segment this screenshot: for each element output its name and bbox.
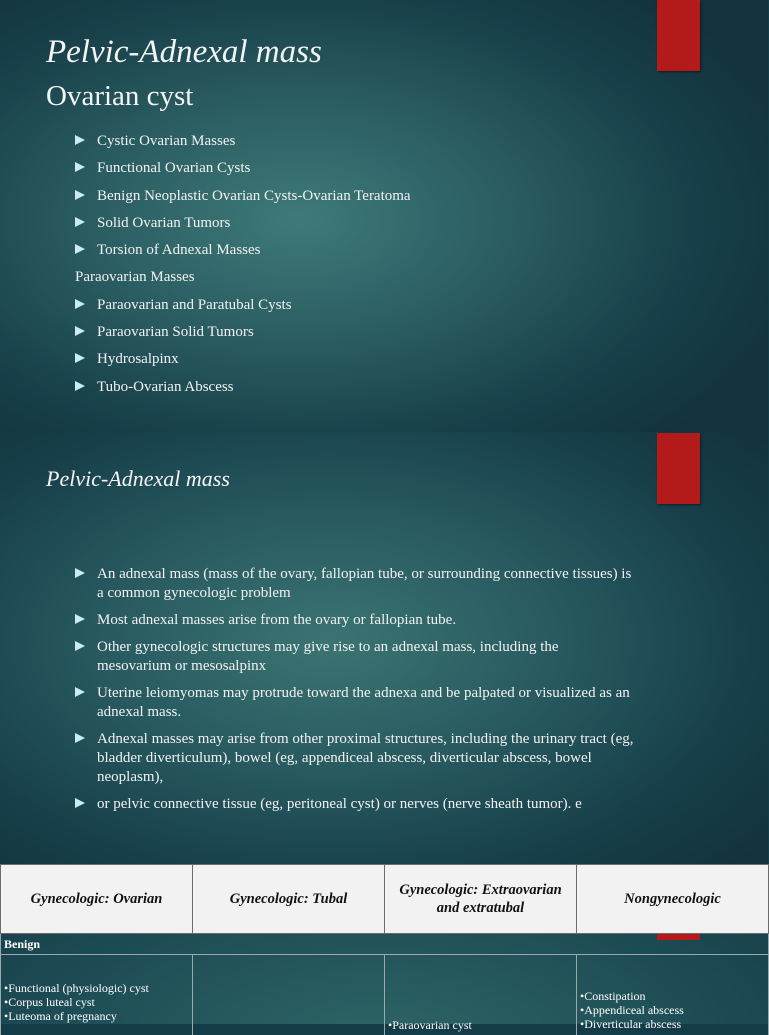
- triangle-bullet-icon: [75, 687, 85, 697]
- header-extraovarian: Gynecologic: Extraovarian and extratubal: [385, 865, 577, 934]
- cell-list: [388, 1018, 472, 1032]
- cell-list: [580, 989, 684, 1031]
- slide-subtitle: Ovarian cyst: [46, 80, 193, 113]
- triangle-bullet-icon: [75, 798, 85, 808]
- list-item-text: Cystic Ovarian Masses: [97, 133, 235, 149]
- triangle-bullet-icon: [75, 217, 85, 227]
- header-ovarian: Gynecologic: Ovarian: [1, 865, 193, 934]
- list-item: [75, 214, 635, 241]
- list-item: [75, 684, 635, 722]
- cell-list-item: •Functional (physiologic) cyst: [4, 981, 149, 995]
- list-item-text: or pelvic connective tissue (eg, peritoneal cyst) or nerves (nerve sheath tumor). e: [97, 796, 582, 812]
- list-item: [75, 795, 635, 814]
- list-item: [75, 350, 635, 377]
- list-item: [75, 159, 635, 186]
- triangle-bullet-icon: [75, 190, 85, 200]
- cell-tubal: [193, 955, 385, 1035]
- slide-adnexal-mass: [0, 432, 768, 864]
- header-tubal: Gynecologic: Tubal: [193, 865, 385, 934]
- cell-list-item: •Constipation: [580, 989, 684, 1003]
- list-item: [75, 378, 635, 405]
- list-item: [75, 565, 635, 603]
- list-item: [75, 611, 635, 630]
- cell-list-item: •Diverticular abscess: [580, 1017, 684, 1031]
- list-item-text: Torsion of Adnexal Masses: [97, 242, 261, 258]
- bullet-list: [75, 132, 635, 405]
- cell-list: [4, 981, 149, 1023]
- triangle-bullet-icon: [75, 568, 85, 578]
- slide-title: Pelvic-Adnexal mass: [46, 34, 322, 71]
- slide-differential-table: [0, 864, 768, 1024]
- red-accent-bar: [657, 934, 700, 940]
- list-item-text: Paraovarian and Paratubal Cysts: [97, 297, 292, 313]
- bullet-list: [75, 565, 635, 822]
- triangle-bullet-icon: [75, 353, 85, 363]
- list-item: [75, 241, 635, 268]
- list-item-text: Most adnexal masses arise from the ovary or fallopian tube.: [97, 612, 456, 628]
- list-item: [75, 730, 635, 787]
- triangle-bullet-icon: [75, 244, 85, 254]
- list-item: [75, 638, 635, 676]
- triangle-bullet-icon: [75, 614, 85, 624]
- triangle-bullet-icon: [75, 641, 85, 651]
- cell-ovarian: [1, 955, 193, 1035]
- red-accent-bar: [657, 0, 700, 71]
- triangle-bullet-icon: [75, 135, 85, 145]
- cell-list-item: •Luteoma of pregnancy: [4, 1009, 149, 1023]
- cell-nongynecologic: [577, 955, 769, 1035]
- list-item: [75, 296, 635, 323]
- list-item-text: Other gynecologic structures may give rise to an adnexal mass, including the mesovarium or mesosalpinx: [97, 639, 559, 674]
- list-group-heading: [75, 268, 635, 295]
- triangle-bullet-icon: [75, 733, 85, 743]
- list-item-text: Uterine leiomyomas may protrude toward the adnexa and be palpated or visualized as an adnexal mass.: [97, 685, 630, 720]
- list-item-text: Functional Ovarian Cysts: [97, 160, 250, 176]
- triangle-bullet-icon: [75, 381, 85, 391]
- table-header-row: [1, 865, 769, 934]
- list-item-text: Hydrosalpinx: [97, 351, 179, 367]
- list-item-text: Paraovarian Solid Tumors: [97, 324, 254, 340]
- list-item-text: An adnexal mass (mass of the ovary, fallopian tube, or surrounding connective tissues) is a common gynecologic problem: [97, 566, 631, 601]
- slide-ovarian-cyst: [0, 0, 768, 432]
- differential-table: [0, 864, 769, 1035]
- triangle-bullet-icon: [75, 162, 85, 172]
- table-section-row: [1, 934, 769, 955]
- table-row: [1, 955, 769, 1035]
- triangle-bullet-icon: [75, 326, 85, 336]
- list-item-text: Paraovarian Masses: [75, 269, 195, 285]
- list-item: [75, 323, 635, 350]
- list-item-text: Adnexal masses may arise from other proximal structures, including the urinary tract (eg, bladder diverticulum), bowel (eg, appendiceal abscess, diverticular abscess, bowel neoplasm),: [97, 731, 634, 785]
- red-accent-bar: [657, 433, 700, 504]
- list-item-text: Benign Neoplastic Ovarian Cysts-Ovarian Teratoma: [97, 188, 411, 204]
- cell-list-item: •Paraovarian cyst: [388, 1018, 472, 1032]
- slide-title: Pelvic-Adnexal mass: [46, 466, 230, 492]
- header-nongynecologic: Nongynecologic: [577, 865, 769, 934]
- list-item-text: Tubo-Ovarian Abscess: [97, 379, 234, 395]
- section-label-benign: Benign: [1, 934, 769, 955]
- triangle-bullet-icon: [75, 299, 85, 309]
- list-item: [75, 132, 635, 159]
- list-item: [75, 187, 635, 214]
- cell-list-item: •Appendiceal abscess: [580, 1003, 684, 1017]
- cell-extraovarian: [385, 955, 577, 1035]
- list-item-text: Solid Ovarian Tumors: [97, 215, 230, 231]
- cell-list-item: •Corpus luteal cyst: [4, 995, 149, 1009]
